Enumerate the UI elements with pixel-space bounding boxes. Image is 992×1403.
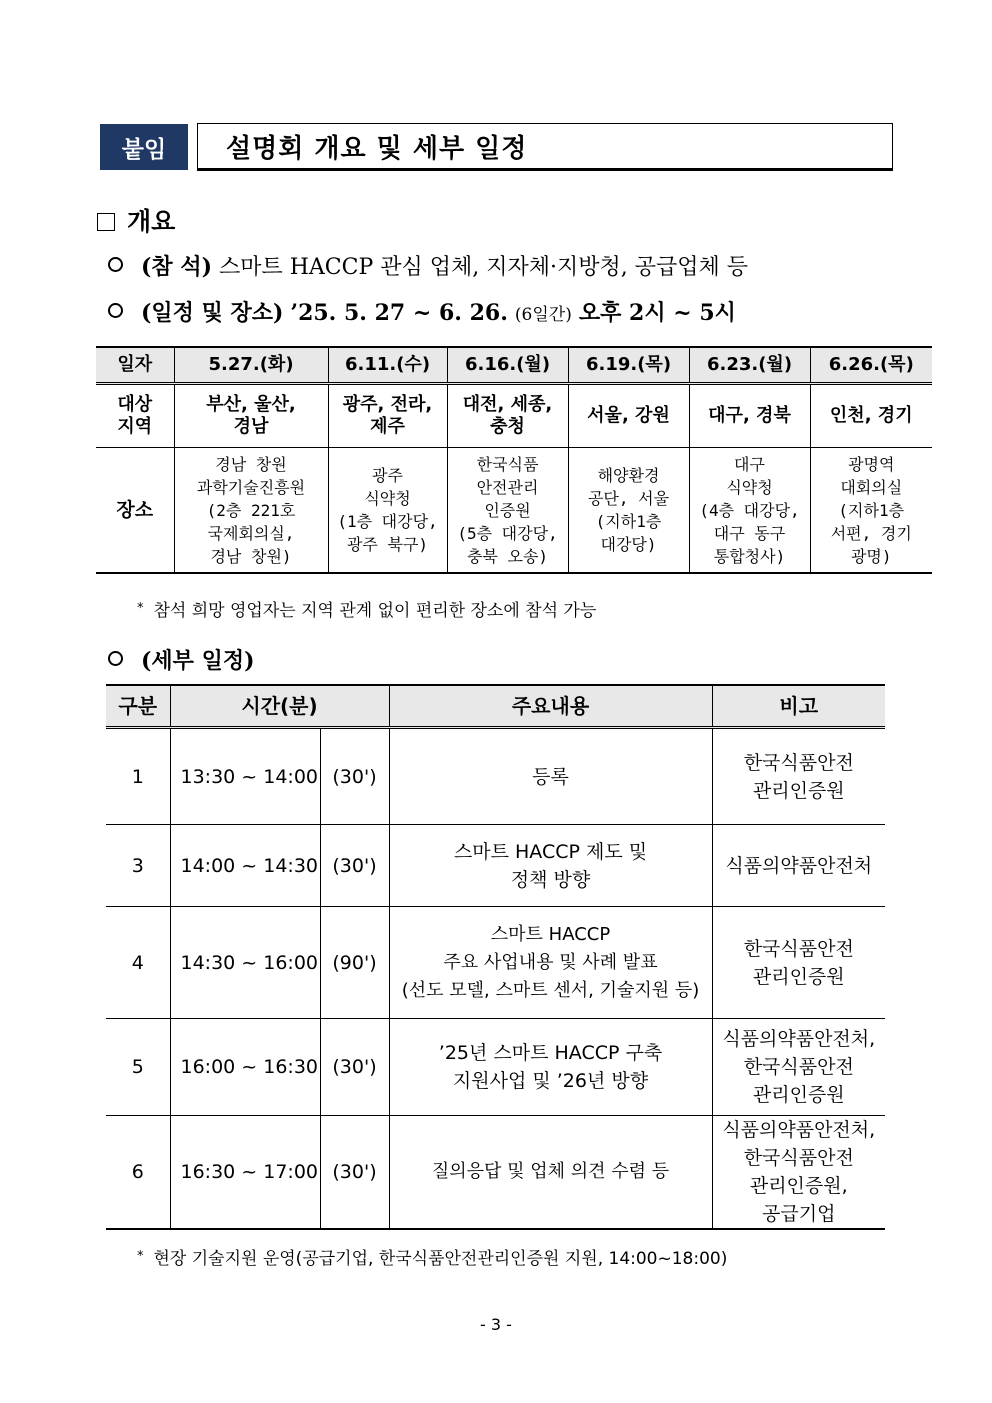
date-cell: 6.19.(목) <box>568 347 689 384</box>
date-cell: 6.26.(목) <box>810 347 932 384</box>
venue-cell: 대구 식약청 (4층 대강당, 대구 동구 통합청사) <box>689 448 810 574</box>
page-title <box>197 123 893 171</box>
row-duration: (30') <box>320 728 389 825</box>
asterisk-icon: * <box>137 1249 144 1264</box>
venue-table-place-row <box>96 448 932 574</box>
venue-cell: 광주 식약청 (1층 대강당, 광주 북구) <box>328 448 447 574</box>
row-time: 14:30 ~ 16:00 <box>170 907 320 1019</box>
row-no: 4 <box>106 907 170 1019</box>
attendance-text: 스마트 HACCP 관심 업체, 지자체·지방청, 공급업체 등 <box>218 255 749 280</box>
header-time: 시간(분) <box>170 685 389 728</box>
detail-schedule-table <box>106 684 885 1230</box>
page-number: - 3 - <box>480 1315 512 1334</box>
row-label-place: 장소 <box>96 448 174 574</box>
circle-bullet-icon <box>108 651 123 666</box>
row-duration: (30') <box>320 825 389 907</box>
schedule-dates: ’25. 5. 27 ~ 6. 26. <box>290 300 508 326</box>
row-note: 식품의약품안전처, 한국식품안전 관리인증원 <box>712 1019 885 1116</box>
attendance-line <box>108 250 748 281</box>
row-note: 한국식품안전 관리인증원 <box>712 907 885 1019</box>
attachment-badge: 붙임 <box>100 124 188 170</box>
region-cell: 부산, 울산, 경남 <box>174 384 328 448</box>
row-note: 한국식품안전 관리인증원 <box>712 728 885 825</box>
row-content: 등록 <box>389 728 712 825</box>
venue-cell: 한국식품 안전관리 인증원 (5층 대강당, 충북 오송) <box>447 448 568 574</box>
header-no: 구분 <box>106 685 170 728</box>
row-duration: (30') <box>320 1019 389 1116</box>
venue-table-date-row <box>96 347 932 384</box>
tech-support-note-text: 현장 기술지원 운영(공급기업, 한국식품안전관리인증원 지원, 14:00~18:00) <box>153 1249 728 1269</box>
row-duration: (30') <box>320 1116 389 1230</box>
row-no: 1 <box>106 728 170 825</box>
square-bullet-icon <box>97 213 115 231</box>
row-content: 스마트 HACCP 제도 및 정책 방향 <box>389 825 712 907</box>
venue-note-text: 참석 희망 영업자는 지역 관계 없이 편리한 장소에 참석 가능 <box>153 601 597 621</box>
circle-bullet-icon <box>108 303 123 318</box>
row-label-region: 대상 지역 <box>96 384 174 448</box>
row-label-date: 일자 <box>96 347 174 384</box>
title-text: 설명회 개요 및 세부 일정 <box>226 133 528 164</box>
row-time: 13:30 ~ 14:00 <box>170 728 320 825</box>
region-cell: 서울, 강원 <box>568 384 689 448</box>
row-time: 16:00 ~ 16:30 <box>170 1019 320 1116</box>
region-cell: 광주, 전라, 제주 <box>328 384 447 448</box>
row-content: ’25년 스마트 HACCP 구축 지원사업 및 ’26년 방향 <box>389 1019 712 1116</box>
asterisk-icon: * <box>137 601 144 616</box>
row-note: 식품의약품안전처 <box>712 825 885 907</box>
table-row <box>106 728 885 825</box>
detail-table-header <box>106 685 885 728</box>
schedule-time: 오후 2시 ~ 5시 <box>578 300 736 326</box>
venue-cell: 광명역 대회의실 (지하1층 서편, 경기 광명) <box>810 448 932 574</box>
row-no: 5 <box>106 1019 170 1116</box>
region-cell: 대구, 경북 <box>689 384 810 448</box>
row-note: 식품의약품안전처, 한국식품안전 관리인증원, 공급기업 <box>712 1116 885 1230</box>
table-row <box>106 907 885 1019</box>
date-cell: 6.16.(월) <box>447 347 568 384</box>
heading-text: 개요 <box>127 207 176 236</box>
row-no: 3 <box>106 825 170 907</box>
region-cell: 인천, 경기 <box>810 384 932 448</box>
attendance-label: (참 석) <box>141 254 212 280</box>
table-row <box>106 1019 885 1116</box>
detail-heading-text: (세부 일정) <box>141 648 255 674</box>
header-content: 주요내용 <box>389 685 712 728</box>
circle-bullet-icon <box>108 257 123 272</box>
row-time: 14:00 ~ 14:30 <box>170 825 320 907</box>
date-cell: 5.27.(화) <box>174 347 328 384</box>
row-duration: (90') <box>320 907 389 1019</box>
schedule-label: (일정 및 장소) <box>141 300 284 326</box>
date-cell: 6.23.(월) <box>689 347 810 384</box>
row-no: 6 <box>106 1116 170 1230</box>
venue-note <box>137 596 596 621</box>
venue-cell: 해양환경 공단, 서울 (지하1층 대강당) <box>568 448 689 574</box>
venue-table <box>96 346 932 574</box>
tech-support-note <box>137 1244 727 1269</box>
date-cell: 6.11.(수) <box>328 347 447 384</box>
table-row <box>106 825 885 907</box>
schedule-days: (6일간) <box>514 305 572 325</box>
table-row <box>106 1116 885 1230</box>
detail-schedule-heading <box>108 644 255 675</box>
row-content: 질의응답 및 업체 의견 수렴 등 <box>389 1116 712 1230</box>
region-cell: 대전, 세종, 충청 <box>447 384 568 448</box>
header-note: 비고 <box>712 685 885 728</box>
venue-cell: 경남 창원 과학기술진흥원 (2층 221호 국제회의실, 경남 창원) <box>174 448 328 574</box>
row-content: 스마트 HACCP 주요 사업내용 및 사례 발표 (선도 모델, 스마트 센서, 기술지원 등) <box>389 907 712 1019</box>
section-heading-overview <box>97 202 175 238</box>
row-time: 16:30 ~ 17:00 <box>170 1116 320 1230</box>
schedule-line <box>108 296 736 327</box>
venue-table-region-row <box>96 384 932 448</box>
